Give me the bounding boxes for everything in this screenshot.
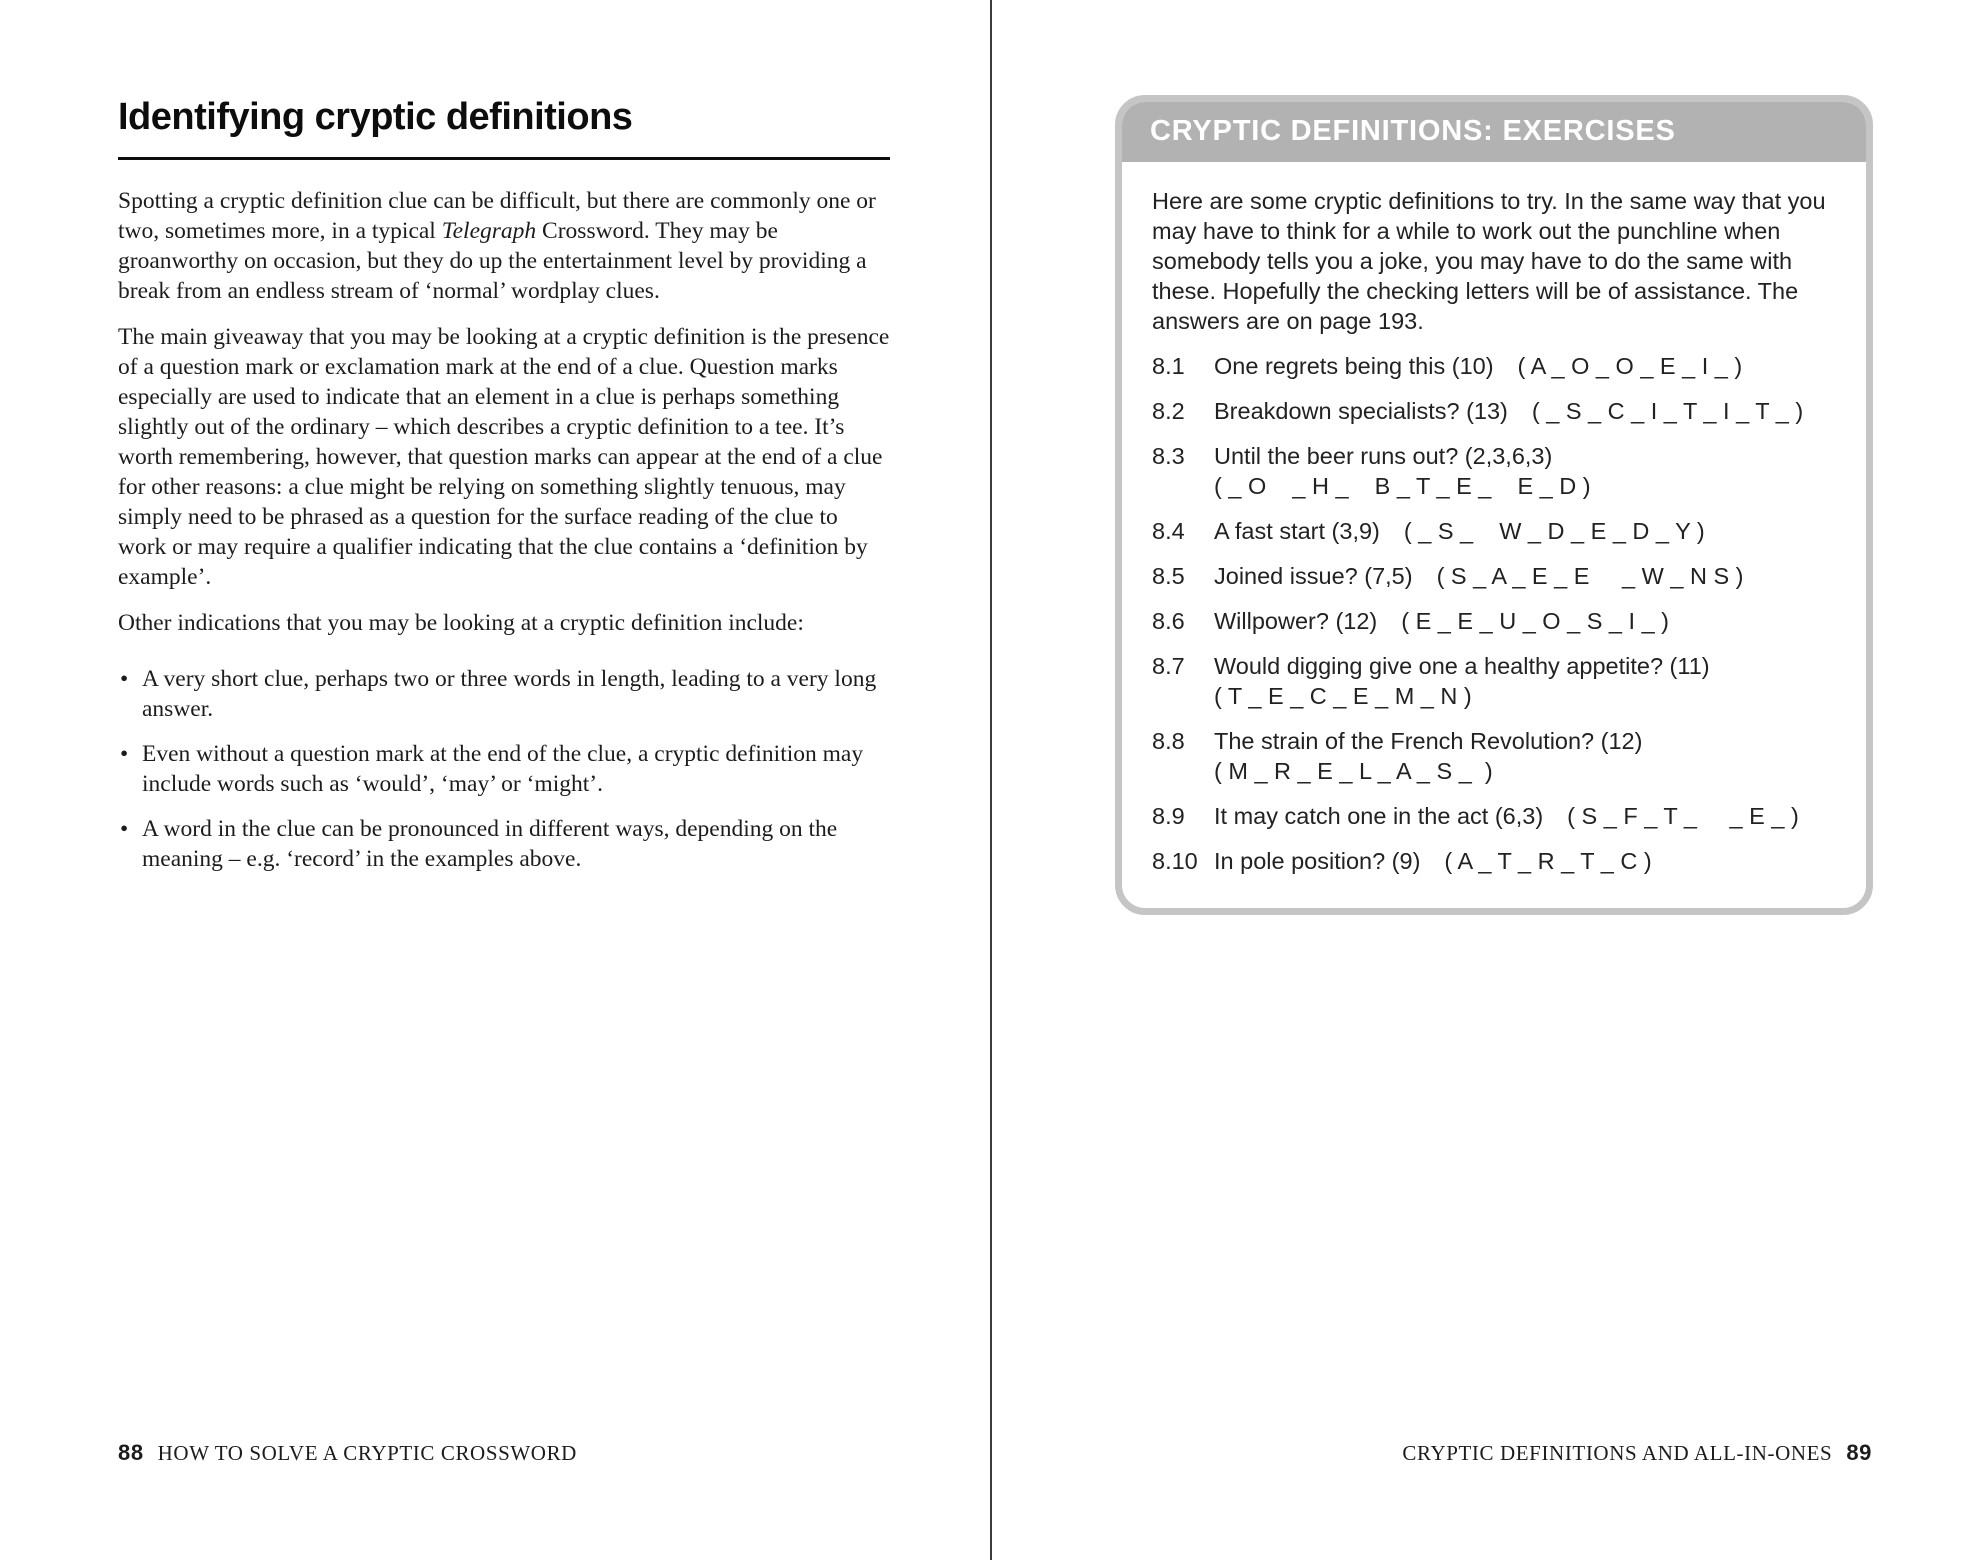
- page-title: Identifying cryptic definitions: [118, 96, 890, 160]
- exercise-letters: ( A _ O _ O _ E _ I _ ): [1517, 353, 1743, 379]
- exercise-item: [1152, 801, 1836, 831]
- exercise-letters: ( _ S _ C _ I _ T _ I _ T _ ): [1531, 398, 1804, 424]
- body-paragraph-1: [118, 186, 890, 306]
- left-page: [118, 96, 890, 889]
- exercise-number: 8.9: [1152, 803, 1185, 829]
- bullet-item: • A word in the clue can be pronounced in different ways, depending on the meaning – e.g. ‘record’ in the examples above.: [118, 814, 890, 874]
- running-head: CRYPTIC DEFINITIONS AND ALL-IN-ONES: [1402, 1441, 1833, 1465]
- bullet-item: • Even without a question mark at the end of the clue, a cryptic definition may include words such as ‘would’, ‘may’ or ‘might’.: [118, 739, 890, 799]
- exercise-number: 8.10: [1152, 848, 1198, 874]
- exercise-item: [1152, 726, 1836, 786]
- page-number: 88: [118, 1440, 144, 1465]
- exercise-number: 8.3: [1152, 443, 1185, 469]
- exercise-clue: A fast start (3,9): [1214, 518, 1380, 544]
- exercise-letters: ( _ O _ H _ B _ T _ E _ E _ D ): [1214, 473, 1591, 499]
- exercise-item: [1152, 516, 1836, 546]
- left-page-footer: [118, 1440, 577, 1466]
- exercise-clue: It may catch one in the act (6,3): [1214, 803, 1544, 829]
- exercise-box-header: CRYPTIC DEFINITIONS: EXERCISES: [1122, 102, 1866, 162]
- exercise-intro: Here are some cryptic definitions to try. In the same way that you may have to think for a while to work out the punchline when somebody tells you a joke, you may have to do the same with these. Hopefully the checking letters will be of assistance. The answers are on page 193.: [1152, 188, 1826, 334]
- exercise-number: 8.7: [1152, 653, 1185, 679]
- exercise-number: 8.1: [1152, 353, 1185, 379]
- exercise-letters: ( M _ R _ E _ L _ A _ S _ ): [1214, 758, 1493, 784]
- exercise-letters: ( S _ A _ E _ E _ W _ N S ): [1436, 563, 1744, 589]
- exercise-number: 8.8: [1152, 728, 1185, 754]
- paragraph-text: Spotting a cryptic definition clue can be difficult, but there are commonly one or two, sometimes more, in a typical: [118, 188, 876, 244]
- exercise-clue: Would digging give one a healthy appetite? (11): [1214, 653, 1710, 679]
- exercise-number: 8.5: [1152, 563, 1185, 589]
- exercise-clue: Until the beer runs out? (2,3,6,3): [1214, 443, 1553, 469]
- exercise-item: [1152, 561, 1836, 591]
- exercise-clue: Joined issue? (7,5): [1214, 563, 1413, 589]
- italic-text: Telegraph: [441, 218, 537, 244]
- exercise-item: [1152, 846, 1836, 876]
- exercise-item: [1152, 606, 1836, 636]
- exercise-letters: ( T _ E _ C _ E _ M _ N ): [1214, 683, 1472, 709]
- exercise-clue: Willpower? (12): [1214, 608, 1378, 634]
- right-page-footer: [1402, 1440, 1872, 1466]
- exercise-item: [1152, 351, 1836, 381]
- exercise-clue: In pole position? (9): [1214, 848, 1421, 874]
- exercise-letters: ( A _ T _ R _ T _ C ): [1444, 848, 1652, 874]
- body-paragraph-2: The main giveaway that you may be looking at a cryptic definition is the presence of a question mark or exclamation mark at the end of a clue. Question marks especially are used to indicate that an element in a clue is perhaps something slightly out of the ordinary – which describes a cryptic definition to a tee. It’s worth remembering, however, that question marks can appear at the end of a clue for other reasons: a clue might be relying on something slightly tenuous, may simply need to be phrased as a question for the surface reading of the clue to work or may require a qualifier indicating that the clue contains a ‘definition by example’.: [118, 324, 890, 590]
- exercise-item: [1152, 441, 1836, 501]
- exercise-item: [1152, 396, 1836, 426]
- exercise-letters: ( _ S _ W _ D _ E _ D _ Y ): [1403, 518, 1705, 544]
- exercise-letters: ( S _ F _ T _ _ E _ ): [1567, 803, 1799, 829]
- running-head: HOW TO SOLVE A CRYPTIC CROSSWORD: [157, 1441, 577, 1465]
- page-number: 89: [1846, 1440, 1872, 1465]
- exercise-clue: Breakdown specialists? (13): [1214, 398, 1508, 424]
- exercise-number: 8.6: [1152, 608, 1185, 634]
- bullet-item: • A very short clue, perhaps two or three words in length, leading to a very long answer.: [118, 664, 890, 724]
- exercise-number: 8.4: [1152, 518, 1185, 544]
- paragraph-text: Crossword. They may be groanworthy on occasion, but they do up the entertainment level by providing a break from an endless stream of ‘normal’ wordplay clues.: [118, 218, 867, 304]
- body-paragraph-3: Other indications that you may be looking at a cryptic definition include:: [118, 610, 804, 636]
- exercise-clue: The strain of the French Revolution? (12): [1214, 728, 1643, 754]
- exercise-letters: ( E _ E _ U _ O _ S _ I _ ): [1401, 608, 1669, 634]
- exercise-box: [1115, 95, 1873, 915]
- exercise-item: [1152, 651, 1836, 711]
- exercise-box-body: [1122, 162, 1866, 908]
- exercise-clue: One regrets being this (10): [1214, 353, 1494, 379]
- bullet-list: [118, 664, 890, 874]
- exercise-number: 8.2: [1152, 398, 1185, 424]
- page-divider: [990, 0, 992, 1560]
